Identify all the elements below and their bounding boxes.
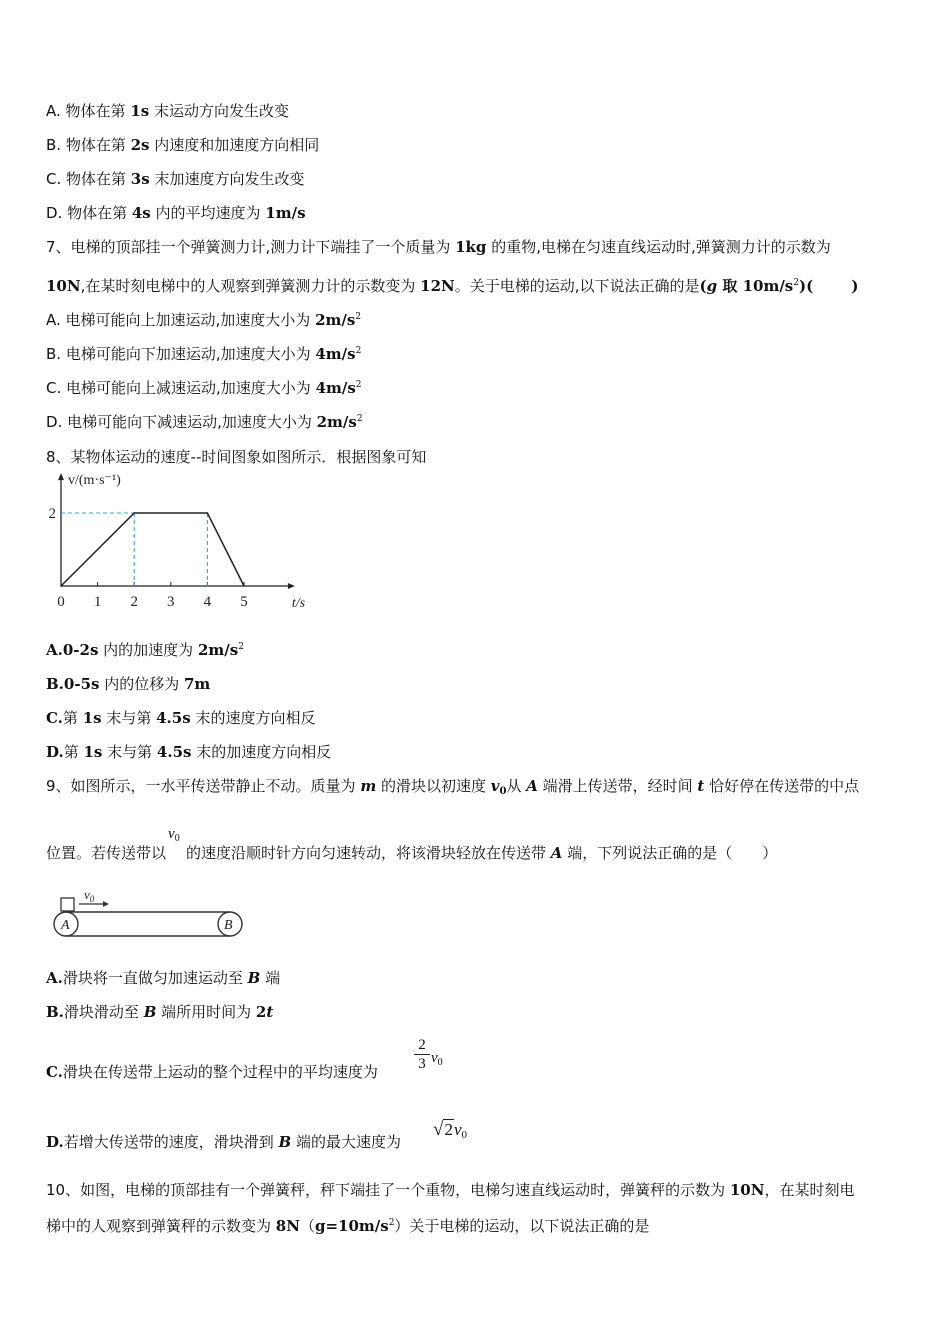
q8-option-b: B.0-5s 内的位移为 7m [46, 675, 211, 693]
x-axis-label: t/s [291, 596, 306, 611]
x-tick-label: 4 [203, 594, 212, 610]
q10-stem-line1: 10、如图，电梯的顶部挂有一个弹簧秤，秤下端挂了一个重物，电梯匀速直线运动时，弹簧秤的示数为 10N，在某时刻电 [46, 1181, 855, 1199]
label-a: A [61, 918, 70, 933]
y-tick-label: 2 [48, 506, 56, 522]
label-b: B [224, 918, 233, 933]
q9-stem-line1: 9、如图所示，一水平传送带静止不动。质量为 m 的滑块以初速度 $v_0$从 A 端滑上传送带，经时间 t 恰好停在传送带的中点 [46, 777, 860, 797]
v0-symbol-c: $v_0$ [431, 1050, 443, 1068]
q9-option-d: D.若增大传送带的速度，滑块滑到 B 端的最大速度为 [46, 1133, 401, 1151]
slider-block [61, 898, 74, 911]
q6-option-a: A. 物体在第 1s 末运动方向发生改变 [46, 102, 289, 120]
x-tick-label: 1 [93, 594, 102, 610]
y-axis-label: v/(m·s⁻¹) [68, 473, 121, 489]
fraction-two-thirds: $\frac{2}{3}$ [414, 1036, 430, 1073]
x-tick-label: 0 [57, 594, 65, 610]
q8-option-c: C.第 1s 末与第 4.5s 末的速度方向相反 [46, 709, 316, 727]
data-point [60, 585, 62, 587]
q7-option-c: C. 电梯可能向上减速运动,加速度大小为 $4m/s^2$ [46, 379, 362, 397]
velocity-label: $v_0$ [84, 887, 95, 904]
data-point [133, 512, 135, 514]
velocity-series-line [61, 513, 244, 586]
y-axis-arrow [58, 473, 64, 480]
q6-option-b: B. 物体在第 2s 内速度和加速度方向相同 [46, 136, 320, 154]
conveyor-diagram [48, 883, 248, 941]
q7-option-d: D. 电梯可能向下减速运动,加速度大小为 $2m/s^2$ [46, 413, 363, 431]
q8-option-a: A.0-2s 内的加速度为 $2m/s^2$ [46, 641, 244, 659]
q7-stem-line1: 7、电梯的顶部挂一个弹簧测力计,测力计下端挂了一个质量为 1kg 的重物,电梯在匀速直线运动时,弹簧测力计的示数为 [46, 238, 831, 256]
q9-option-a: A.滑块将一直做匀加速运动至 B 端 [46, 969, 281, 987]
x-tick-label: 2 [130, 594, 138, 610]
q7-option-b: B. 电梯可能向下加速运动,加速度大小为 $4m/s^2$ [46, 345, 362, 363]
q9-stem-line2: 位置。若传送带以 $v_0$ 的速度沿顺时针方向匀速转动，将该滑块轻放在传送带 A 端，下列说法正确的是（ ） [46, 826, 778, 862]
q9-option-c: C.滑块在传送带上运动的整个过程中的平均速度为 [46, 1063, 378, 1081]
q6-option-c: C. 物体在第 3s 末加速度方向发生改变 [46, 170, 305, 188]
x-tick-label: 5 [240, 594, 248, 610]
x-axis-arrow [288, 583, 295, 589]
q10-stem-line2: 梯中的人观察到弹簧秤的示数变为 $8N(g=10m/s^2)$关于电梯的运动，以下说法正确的是 [46, 1217, 650, 1235]
data-point [243, 585, 245, 587]
sqrt2-v0-expression: √2v0 [433, 1119, 467, 1141]
data-point [207, 512, 209, 514]
x-tick-label: 3 [167, 594, 175, 610]
q7-option-a: A. 电梯可能向上加速运动,加速度大小为 $2m/s^2$ [46, 311, 362, 329]
q9-option-b: B.滑块滑动至 B 端所用时间为 2t [46, 1003, 274, 1021]
q8-stem: 8、某物体运动的速度--时间图象如图所示．根据图象可知 [46, 448, 427, 466]
q7-stem-line2: 10N,在某时刻电梯中的人观察到弹簧测力计的示数变为 12N。关于电梯的运动,以下说法正确的是(g 取 $10m/s^2$)( ) [46, 277, 859, 295]
vt-graph [40, 473, 306, 613]
q6-option-d: D. 物体在第 4s 内的平均速度为 1m/s [46, 204, 306, 222]
q8-option-d: D.第 1s 末与第 4.5s 末的加速度方向相反 [46, 743, 332, 761]
